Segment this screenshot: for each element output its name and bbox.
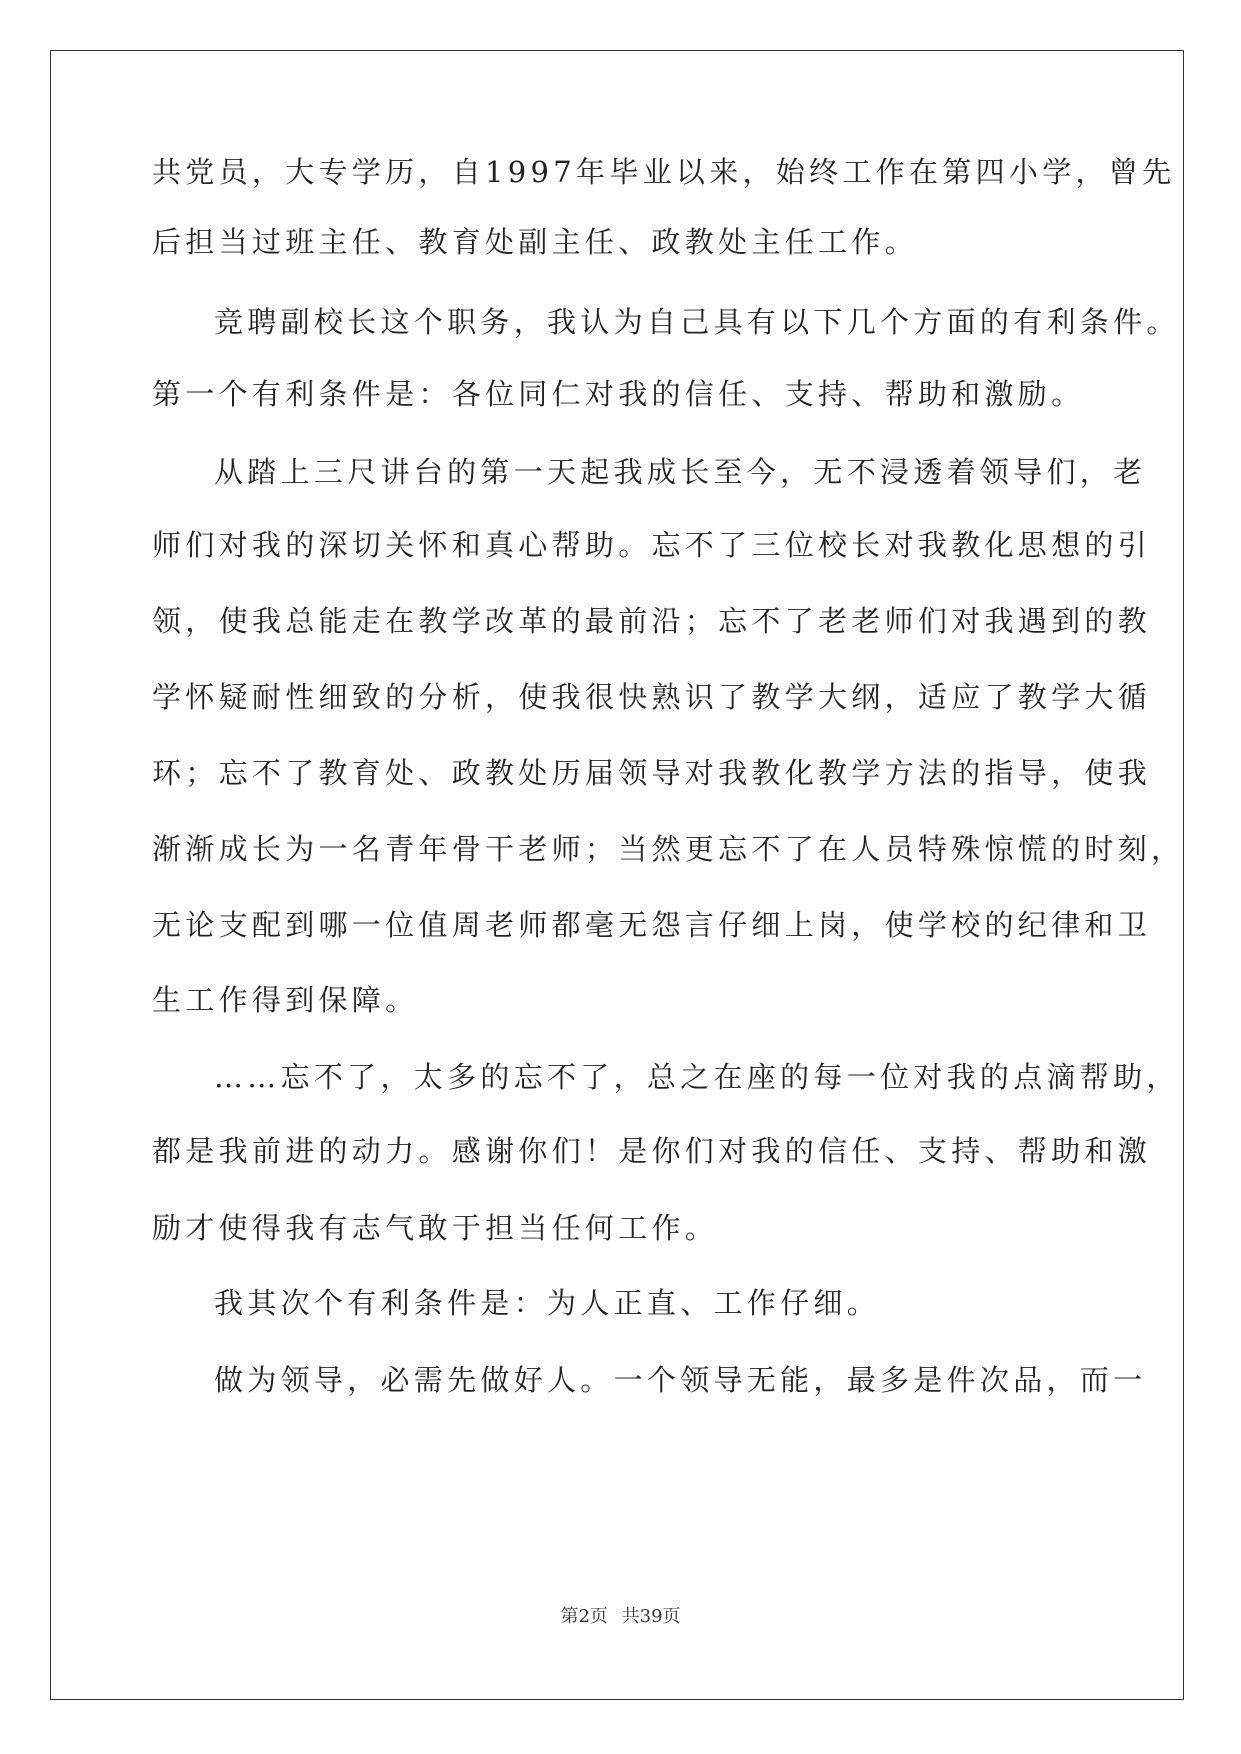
text-line: 都是我前进的动力。感谢你们！是你们对我的信任、支持、帮助和激 [152,1134,1152,1168]
text-line: 第一个有利条件是：各位同仁对我的信任、支持、帮助和激励。 [152,377,1085,411]
text-line: 无论支配到哪一位值周老师都毫无怨言仔细上岗，使学校的纪律和卫 [152,908,1152,942]
paragraph-start-line: 竞聘副校长这个职务，我认为自己具有以下几个方面的有利条件。 [214,305,1180,339]
page-frame [50,50,1184,1700]
paragraph-start-line: 做为领导，必需先做好人。一个领导无能，最多是件次品，而一 [214,1363,1147,1397]
text-line: 后担当过班主任、教育处副主任、政教处主任工作。 [152,225,918,259]
paragraph-start-line: 我其次个有利条件是：为人正直、工作仔细。 [214,1286,881,1320]
text-line: 生工作得到保障。 [152,983,419,1017]
text-line: 励才使得我有志气敢于担当任何工作。 [152,1211,719,1245]
text-line: 渐渐成长为一名青年骨干老师；当然更忘不了在人员特殊惊慌的时刻， [152,832,1185,866]
paragraph-start-line: 从踏上三尺讲台的第一天起我成长至今，无不浸透着领导们，老 [214,455,1147,489]
text-line: 师们对我的深切关怀和真心帮助。忘不了三位校长对我教化思想的引 [152,528,1152,562]
text-line: 环；忘不了教育处、政教处历届领导对我教化教学方法的指导，使我 [152,756,1152,790]
page-number: 第2页 [560,1606,608,1627]
text-line: 学怀疑耐性细致的分析，使我很快熟识了教学大纲，适应了教学大循 [152,680,1152,714]
paragraph-start-line: ……忘不了，太多的忘不了，总之在座的每一位对我的点滴帮助， [214,1060,1180,1094]
page-footer [0,1605,1241,1629]
text-line: 领，使我总能走在教学改革的最前沿；忘不了老老师们对我遇到的教 [152,604,1152,638]
text-line: 共党员，大专学历，自1997年毕业以来，始终工作在第四小学，曾先 [152,155,1176,189]
total-pages: 共39页 [621,1606,681,1627]
